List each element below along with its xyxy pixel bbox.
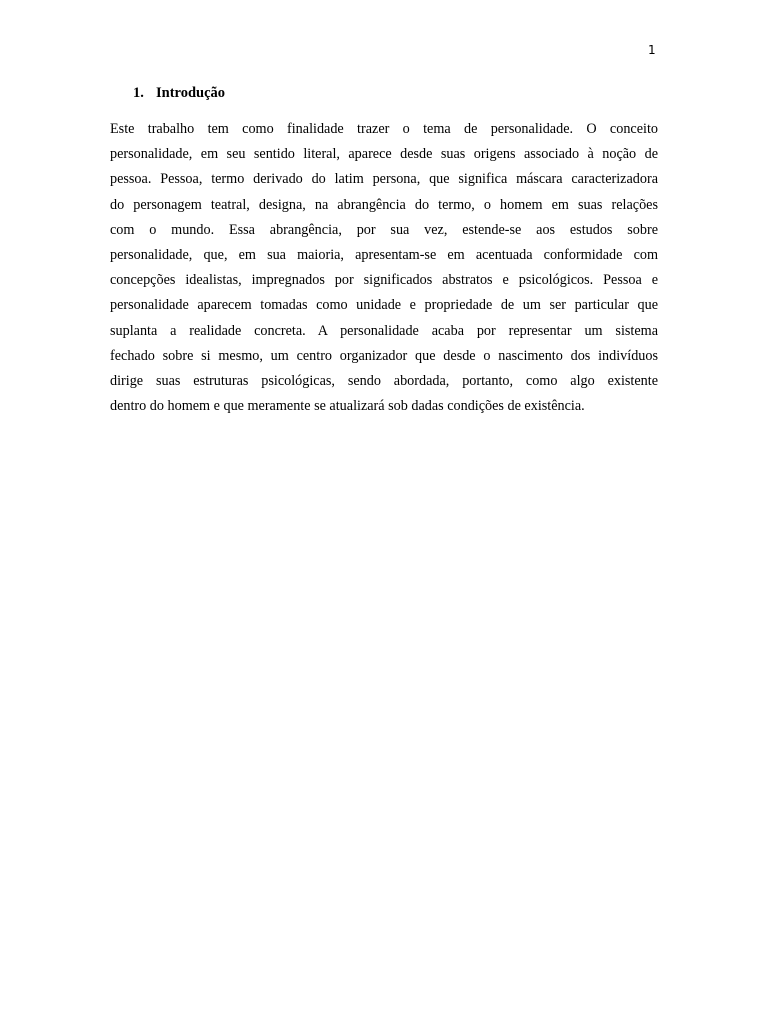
section-number: 1. [133, 85, 144, 101]
section-title: Introdução [156, 85, 226, 101]
paragraph-line: dentro do homem e que meramente se atualizará sob dadas condições de existência. [110, 398, 585, 415]
paragraph-line: personalidade, em seu sentido literal, aparece desde suas origens associado à noção de [110, 146, 658, 163]
paragraph-line: concepções idealistas, impregnados por significados abstratos e psicológicos. Pessoa e [110, 272, 658, 289]
page-number: 1 [648, 43, 656, 57]
body-paragraph [110, 117, 658, 419]
paragraph-line: com o mundo. Essa abrangência, por sua vez, estende-se aos estudos sobre [110, 221, 658, 238]
paragraph-line: personalidade, que, em sua maioria, apresentam-se em acentuada conformidade com [110, 246, 658, 263]
paragraph-line: do personagem teatral, designa, na abrangência do termo, o homem em suas relações [110, 196, 658, 213]
paragraph-line: suplanta a realidade concreta. A personalidade acaba por representar um sistema [110, 322, 658, 339]
paragraph-line: Este trabalho tem como finalidade trazer o tema de personalidade. O conceito [110, 121, 658, 137]
paragraph-line: personalidade aparecem tomadas como unidade e propriedade de um ser particular que [110, 297, 658, 314]
paragraph-line: pessoa. Pessoa, termo derivado do latim persona, que significa máscara caracterizadora [110, 171, 658, 188]
section-heading [133, 85, 225, 102]
paragraph-line: fechado sobre si mesmo, um centro organizador que desde o nascimento dos indivíduos [110, 347, 658, 364]
paragraph-line: dirige suas estruturas psicológicas, sendo abordada, portanto, como algo existente [110, 372, 658, 389]
